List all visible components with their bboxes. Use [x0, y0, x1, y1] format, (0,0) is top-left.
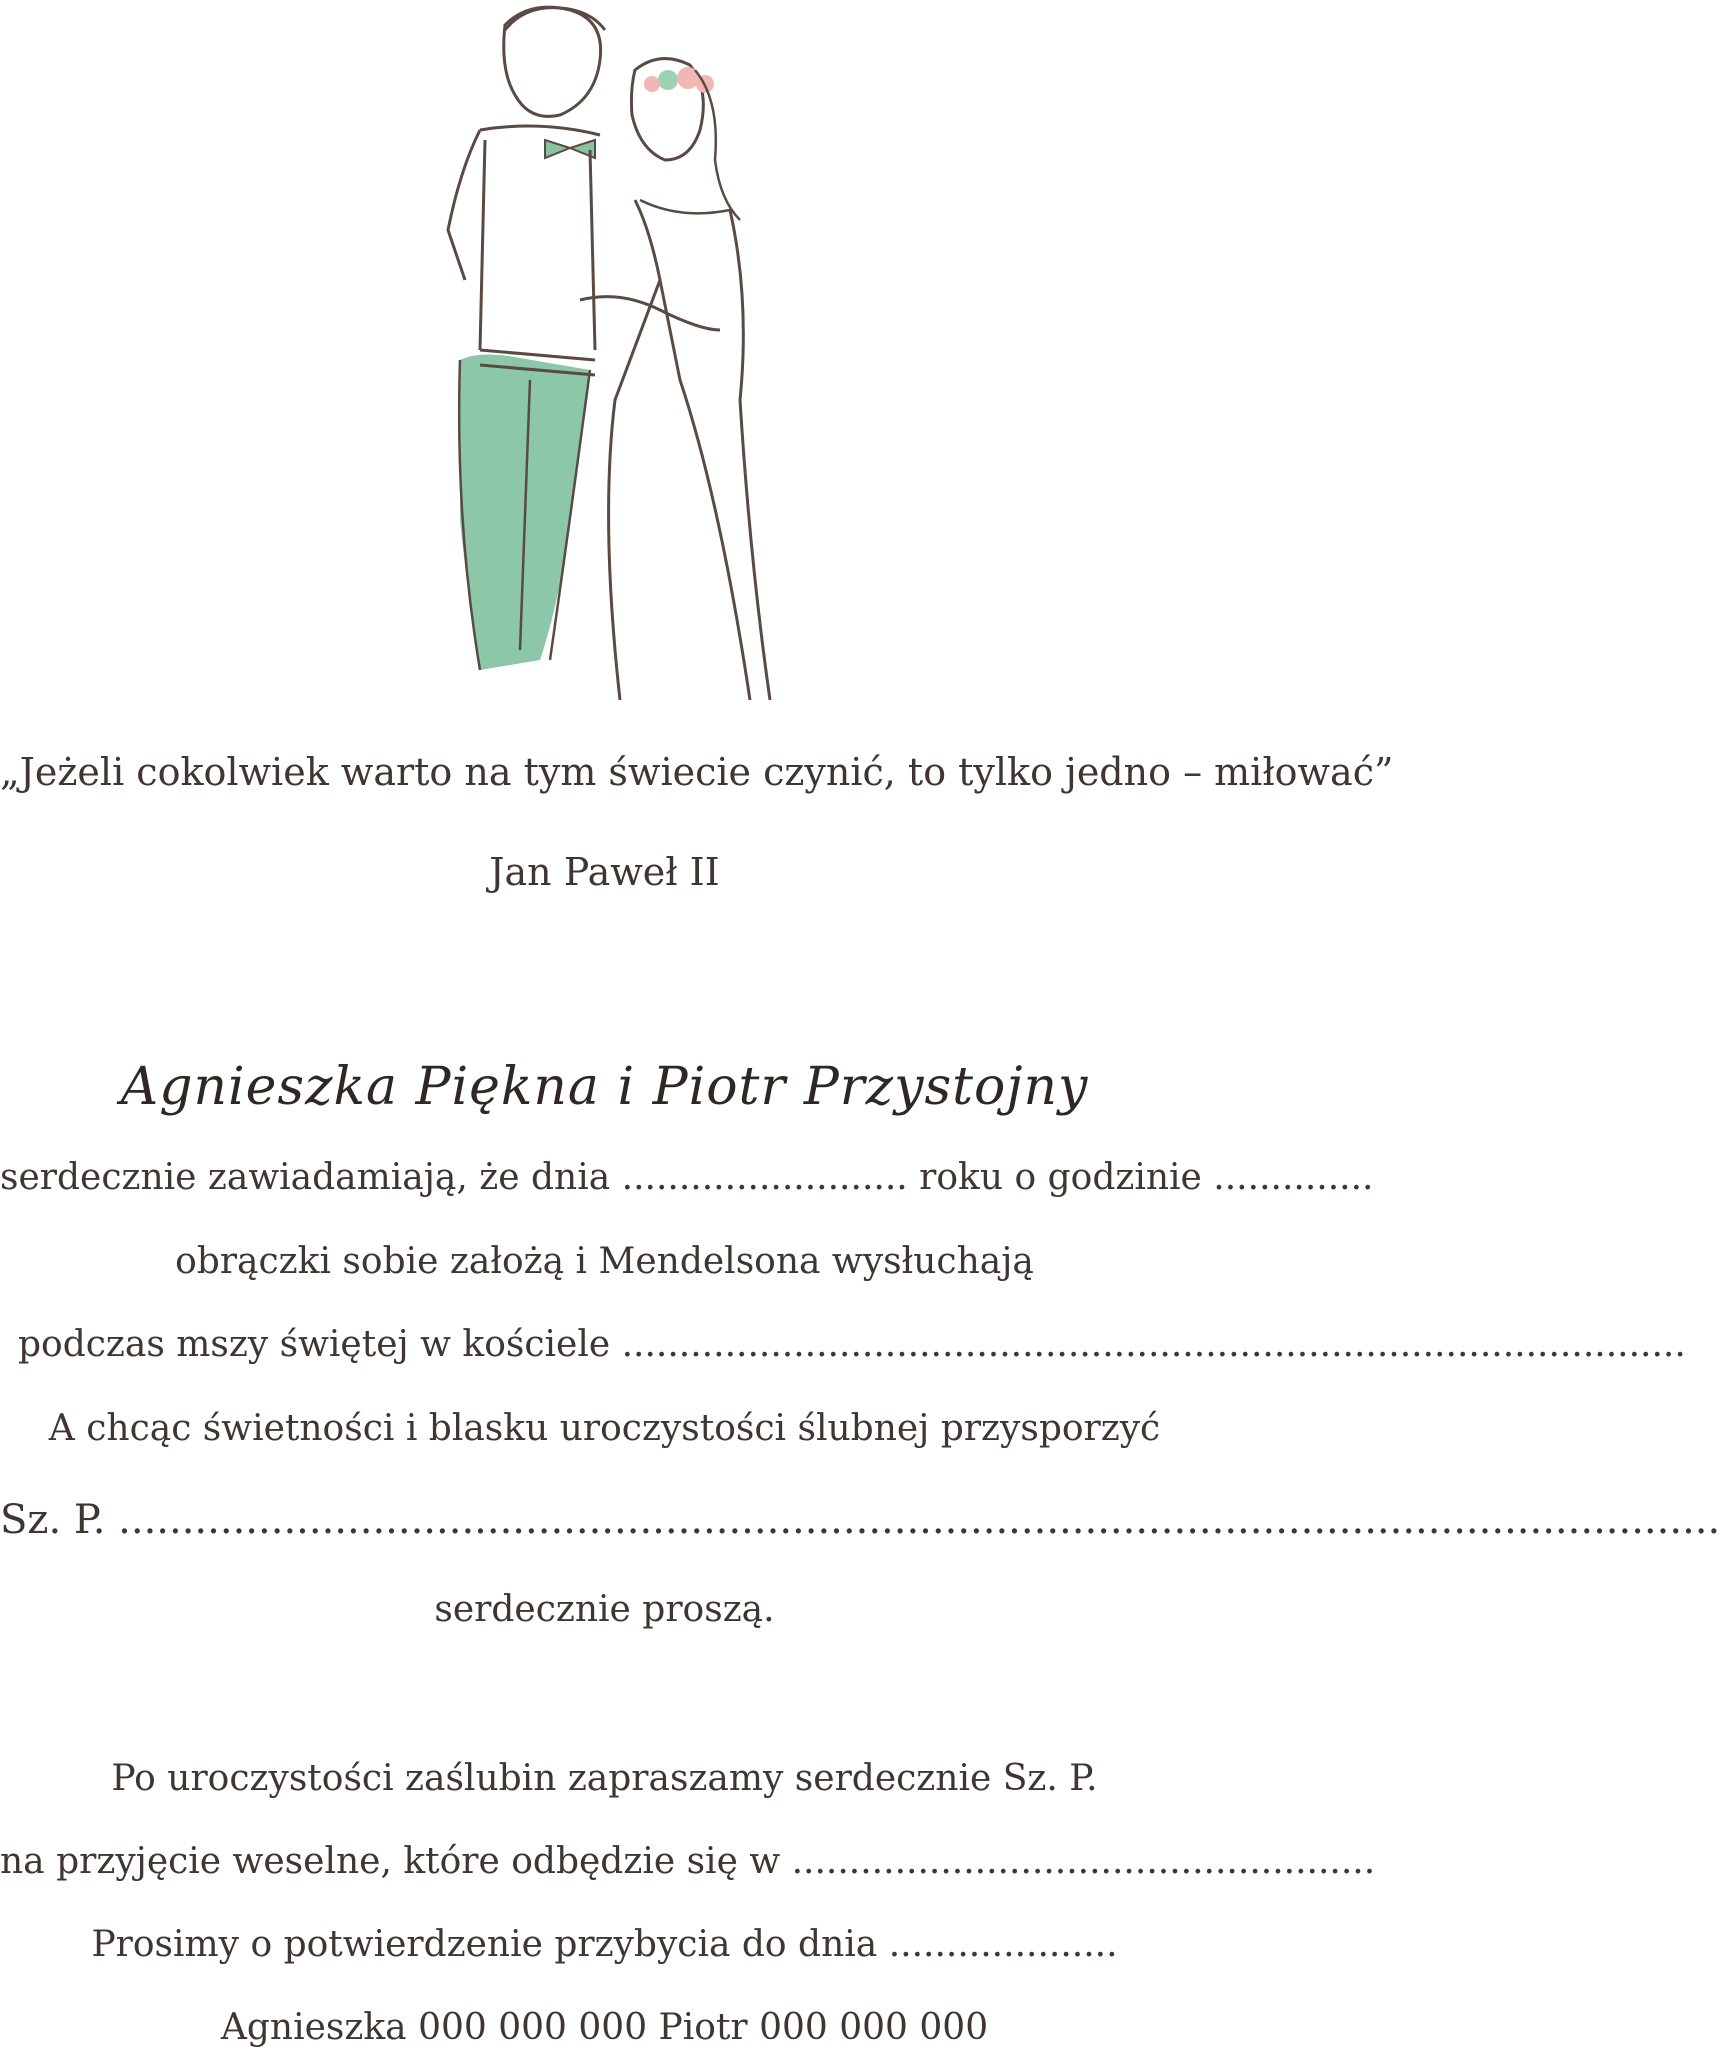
rings-line: obrączki sobie założą i Mendelsona wysłuchają [175, 1241, 1034, 1282]
splendor-line: A chcąc świetności i blasku uroczystości ślubnej przysporzyć [48, 1408, 1161, 1449]
guest-name-line: Sz. P. .............................................................................................................................. [0, 1497, 1720, 1543]
contact-phones: Agnieszka 000 000 000 Piotr 000 000 000 [220, 2007, 989, 2048]
quote-text: „Jeżeli cokolwiek warto na tym świecie czynić, to tylko jedno – miłować” [0, 750, 1394, 794]
quote-author: Jan Paweł II [489, 850, 720, 894]
rsvp-line: Prosimy o potwierdzenie przybycia do dnia .................... [91, 1924, 1118, 1965]
reception-line: na przyjęcie weselne, które odbędzie się w ................................................... [0, 1841, 1376, 1882]
couple-names: Agnieszka Piękna i Piotr Przystojny [120, 1057, 1089, 1117]
wedding-couple-illustration [420, 0, 820, 710]
church-line: podczas mszy świętej w kościele ............................................................................................. [18, 1324, 1686, 1365]
invitation-line: Po uroczystości zaślubin zapraszamy serdecznie Sz. P. [111, 1758, 1098, 1799]
announcement-line: serdecznie zawiadamiają, że dnia ......................... roku o godzinie .............. [0, 1157, 1374, 1198]
request-line: serdecznie proszą. [434, 1589, 775, 1630]
